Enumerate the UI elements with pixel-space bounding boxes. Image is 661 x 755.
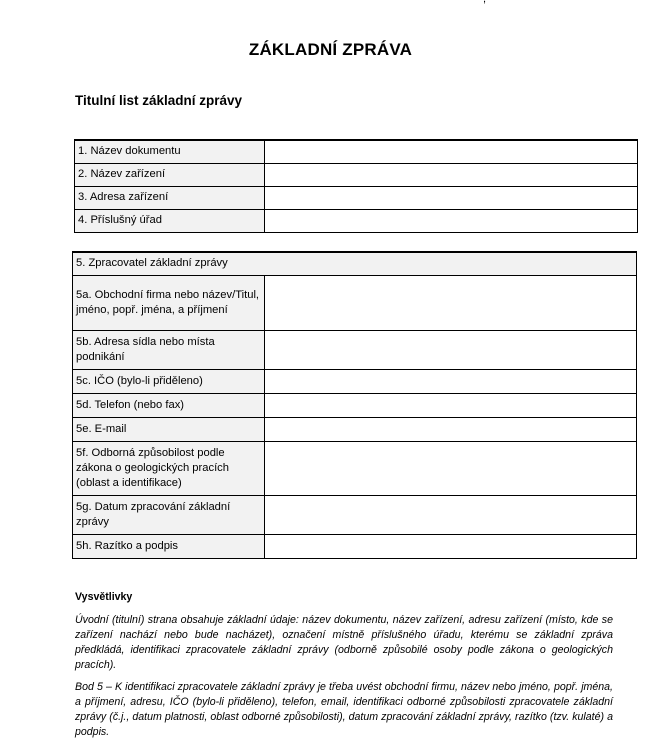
document-info-table bbox=[74, 139, 638, 233]
field-value-facility-name[interactable] bbox=[265, 163, 638, 186]
field-value-stamp-signature[interactable] bbox=[265, 534, 637, 558]
table-row bbox=[75, 209, 638, 232]
field-label: 5d. Telefon (nebo fax) bbox=[73, 393, 265, 417]
field-label: 5a. Obchodní firma nebo název/Titul, jméno, popř. jména, a příjmení bbox=[73, 275, 265, 330]
table-row bbox=[73, 330, 637, 369]
field-value-phone[interactable] bbox=[265, 393, 637, 417]
field-value-ico[interactable] bbox=[265, 369, 637, 393]
field-value-company-name[interactable] bbox=[265, 275, 637, 330]
field-value-authority[interactable] bbox=[265, 209, 638, 232]
field-label: 2. Název zařízení bbox=[75, 163, 265, 186]
field-value-date[interactable] bbox=[265, 495, 637, 534]
table-row bbox=[73, 534, 637, 558]
field-label: 5f. Odborná způsobilost podle zákona o geologických pracích (oblast a identifikace) bbox=[73, 441, 265, 495]
field-label: 4. Příslušný úřad bbox=[75, 209, 265, 232]
processor-info-table bbox=[72, 251, 637, 559]
field-label: 5b. Adresa sídla nebo místa podnikání bbox=[73, 330, 265, 369]
table-row bbox=[73, 417, 637, 441]
table-row bbox=[75, 140, 638, 163]
field-value-competence[interactable] bbox=[265, 441, 637, 495]
field-label: 5c. IČO (bylo-li přiděleno) bbox=[73, 369, 265, 393]
table-row bbox=[73, 393, 637, 417]
field-label: 3. Adresa zařízení bbox=[75, 186, 265, 209]
notes-paragraph: Bod 5 – K identifikaci zpracovatele základní zprávy je třeba uvést obchodní firmu, název nebo jméno, popř. jména, a příjmení, adresu, IČO (bylo-li přiděleno), telefon, email, identifikaci odborné způsobilosti zpracovatele základní zprávy (č.j., datum platnosti, oblast odborné způsobilosti), datum zpracování základní zprávy, razítko (tzv. kulaté) a podpis. bbox=[75, 681, 613, 738]
page-title: ZÁKLADNÍ ZPRÁVA bbox=[248, 40, 413, 59]
table-row bbox=[73, 441, 637, 495]
table-row bbox=[75, 163, 638, 186]
field-label: 5h. Razítko a podpis bbox=[73, 534, 265, 558]
table-header-row bbox=[73, 252, 637, 275]
field-value-email[interactable] bbox=[265, 417, 637, 441]
explanatory-notes bbox=[75, 590, 613, 747]
field-label: 5g. Datum zpracování základní zprávy bbox=[73, 495, 265, 534]
table-row bbox=[73, 495, 637, 534]
field-value-address[interactable] bbox=[265, 330, 637, 369]
field-value-facility-address[interactable] bbox=[265, 186, 638, 209]
section-header: 5. Zpracovatel základní zprávy bbox=[73, 252, 637, 275]
table-row bbox=[75, 186, 638, 209]
page-mark bbox=[483, 0, 486, 5]
field-label: 1. Název dokumentu bbox=[75, 140, 265, 163]
section-subtitle: Titulní list základní zprávy bbox=[75, 93, 243, 108]
table-row bbox=[73, 369, 637, 393]
field-label: 5e. E-mail bbox=[73, 417, 265, 441]
notes-heading: Vysvětlivky bbox=[75, 591, 133, 603]
notes-paragraph: Úvodní (titulní) strana obsahuje základní údaje: název dokumentu, název zařízení, adresu zařízení (místo, kde se zařízení nachází nebo bude nacházet), označení místně příslušného úřadu, kterému se základní zpráva předkládá, identifikaci zpracovatele základní zprávy (odborně způsobilé osoby podle zákona o geologických pracích). bbox=[75, 614, 613, 671]
field-value-document-name[interactable] bbox=[265, 140, 638, 163]
table-row bbox=[73, 275, 637, 330]
